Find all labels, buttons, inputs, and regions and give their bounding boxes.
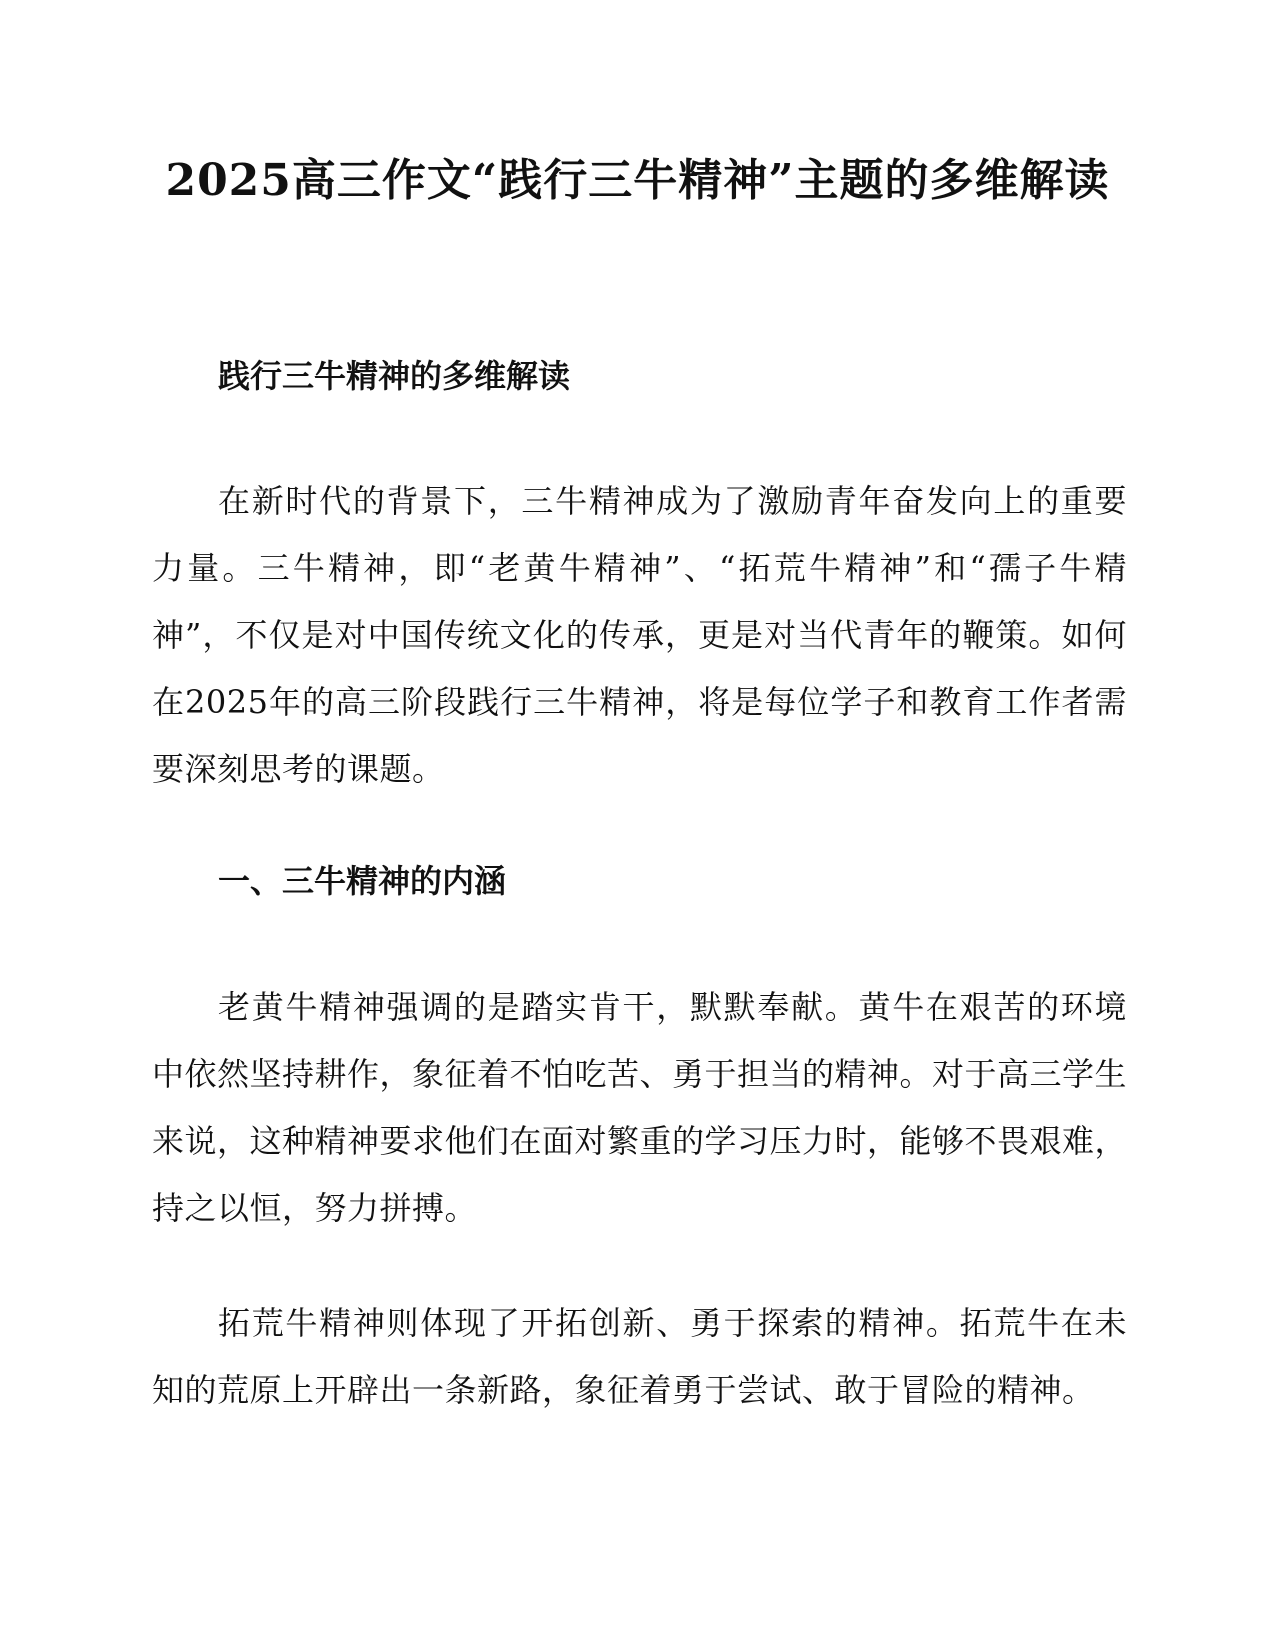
section-heading-connotation: 一、三牛精神的内涵	[218, 862, 507, 900]
paragraph-intro: 在新时代的背景下，三牛精神成为了激励青年奋发向上的重要力量。三牛精神，即“老黄牛精神”、“拓荒牛精神”和“孺子牛精神”，不仅是对中国传统文化的传承，更是对当代青年的鞭策。如何在2025年的高三阶段践行三牛精神，将是每位学子和教育工作者需要深刻思考的课题。	[152, 482, 1127, 788]
paragraph-old-ox: 老黄牛精神强调的是踏实肯干，默默奉献。黄牛在艰苦的环境中依然坚持耕作，象征着不怕吃苦、勇于担当的精神。对于高三学生来说，这种精神要求他们在面对繁重的学习压力时，能够不畏艰难，持之以恒，努力拼搏。	[152, 988, 1128, 1227]
paragraph-pioneer-ox: 拓荒牛精神则体现了开拓创新、勇于探索的精神。拓荒牛在未知的荒原上开辟出一条新路，象征着勇于尝试、敢于冒险的精神。	[152, 1304, 1127, 1409]
section-subheading-overview: 践行三牛精神的多维解读	[218, 357, 571, 395]
document-title: 2025高三作文“践行三牛精神”主题的多维解读	[165, 155, 1110, 206]
